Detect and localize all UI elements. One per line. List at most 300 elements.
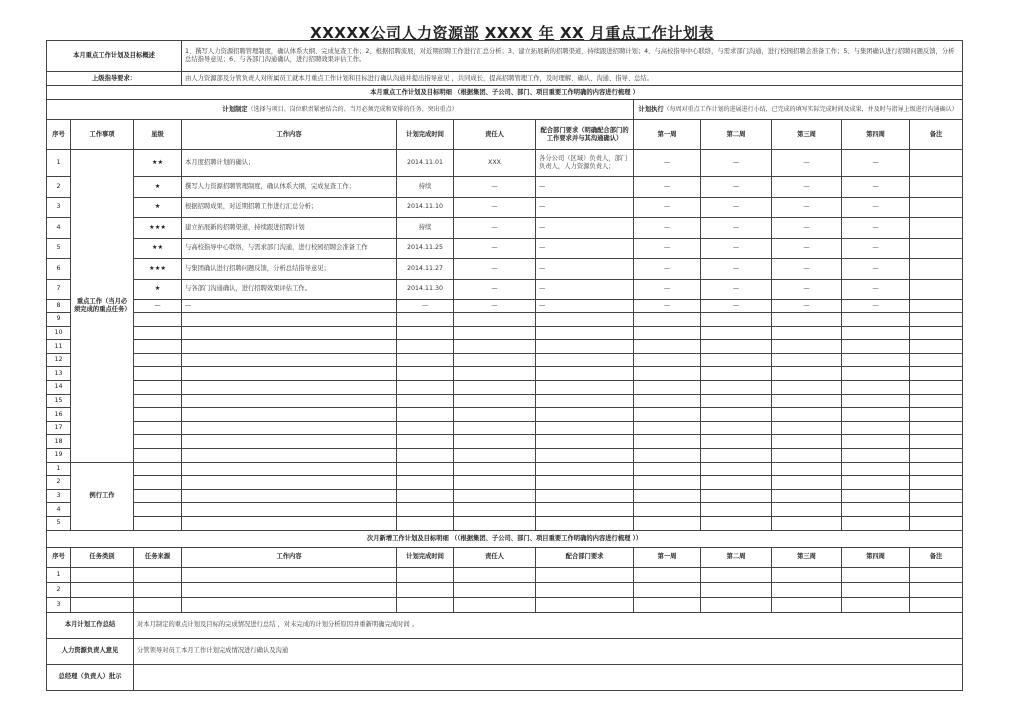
week-w2[interactable]: — xyxy=(701,218,772,239)
empty-cell[interactable] xyxy=(182,516,397,530)
section1-header-row xyxy=(47,120,963,150)
coop-requirement[interactable]: — xyxy=(536,238,634,259)
week-w4[interactable]: — xyxy=(842,177,910,198)
owner[interactable]: — xyxy=(454,197,536,218)
empty-cell[interactable] xyxy=(701,582,772,597)
empty-cell[interactable] xyxy=(182,380,397,394)
plan-time[interactable]: — xyxy=(397,300,454,313)
empty-cell[interactable] xyxy=(397,408,454,422)
empty-cell[interactable] xyxy=(634,394,701,408)
empty-cell[interactable] xyxy=(701,313,772,327)
empty-cell[interactable] xyxy=(134,503,182,517)
empty-cell[interactable] xyxy=(454,462,536,476)
remark[interactable] xyxy=(910,279,963,300)
empty-cell[interactable] xyxy=(454,567,536,582)
remark[interactable] xyxy=(910,259,963,280)
plan-time[interactable]: 2014.11.01 xyxy=(397,150,454,177)
week-w1[interactable]: — xyxy=(634,279,701,300)
empty-cell[interactable] xyxy=(536,503,634,517)
empty-cell[interactable] xyxy=(536,326,634,340)
empty-cell[interactable] xyxy=(134,476,182,490)
empty-cell[interactable] xyxy=(536,394,634,408)
week-w3[interactable]: — xyxy=(772,177,842,198)
empty-cell[interactable] xyxy=(634,462,701,476)
empty-cell[interactable] xyxy=(634,476,701,490)
empty-cell[interactable] xyxy=(772,394,842,408)
work-content[interactable]: 建立拓展新的招聘渠道，持续跟进招聘计划 xyxy=(182,218,397,239)
week-w4[interactable]: — xyxy=(842,300,910,313)
empty-cell[interactable] xyxy=(634,353,701,367)
owner[interactable]: — xyxy=(454,218,536,239)
empty-cell[interactable] xyxy=(182,326,397,340)
empty-cell[interactable] xyxy=(772,353,842,367)
week-w4[interactable]: — xyxy=(842,150,910,177)
routine-work-category: 例行工作 xyxy=(71,462,134,530)
coop-requirement[interactable]: — xyxy=(536,218,634,239)
empty-cell[interactable] xyxy=(134,462,182,476)
overview-label: 本月重点工作计划及目标概述 xyxy=(47,41,182,72)
empty-cell[interactable] xyxy=(134,394,182,408)
plan-time[interactable]: 2014.11.27 xyxy=(397,259,454,280)
empty-cell[interactable] xyxy=(536,462,634,476)
work-content[interactable]: — xyxy=(182,300,397,313)
empty-cell[interactable] xyxy=(536,582,634,597)
empty-cell[interactable] xyxy=(910,476,963,490)
empty-cell[interactable] xyxy=(772,313,842,327)
empty-cell[interactable] xyxy=(134,582,182,597)
empty-cell[interactable] xyxy=(910,380,963,394)
gm-text[interactable] xyxy=(134,664,963,690)
empty-cell[interactable] xyxy=(842,582,910,597)
empty-cell[interactable] xyxy=(634,313,701,327)
empty-cell[interactable] xyxy=(182,394,397,408)
empty-cell[interactable] xyxy=(454,394,536,408)
col-header: 第三周 xyxy=(772,547,842,567)
empty-cell[interactable] xyxy=(182,448,397,462)
empty-cell[interactable] xyxy=(397,448,454,462)
empty-cell[interactable] xyxy=(910,582,963,597)
week-w2[interactable]: — xyxy=(701,238,772,259)
empty-cell[interactable] xyxy=(772,367,842,381)
empty-cell[interactable] xyxy=(772,582,842,597)
table-row xyxy=(47,367,963,381)
empty-cell[interactable] xyxy=(701,340,772,354)
empty-cell[interactable] xyxy=(182,582,397,597)
empty-cell[interactable] xyxy=(772,489,842,503)
empty-cell[interactable] xyxy=(454,597,536,612)
row-number: 3 xyxy=(47,597,71,612)
empty-cell[interactable] xyxy=(397,394,454,408)
empty-cell[interactable] xyxy=(182,353,397,367)
empty-cell[interactable] xyxy=(910,394,963,408)
coop-requirement[interactable]: — xyxy=(536,177,634,198)
empty-cell[interactable] xyxy=(182,503,397,517)
empty-cell[interactable] xyxy=(701,408,772,422)
empty-cell[interactable] xyxy=(397,582,454,597)
empty-cell[interactable] xyxy=(701,353,772,367)
empty-cell[interactable] xyxy=(842,340,910,354)
empty-cell[interactable] xyxy=(842,380,910,394)
week-w2[interactable]: — xyxy=(701,300,772,313)
empty-cell[interactable] xyxy=(536,516,634,530)
hr-opinion-text[interactable]: 分管领导对员工本月工作计划完成情况进行确认及沟通 xyxy=(134,638,963,664)
row-number: 4 xyxy=(47,218,71,239)
week-w4[interactable]: — xyxy=(842,197,910,218)
star-rating: ★ xyxy=(134,197,182,218)
empty-cell[interactable] xyxy=(772,435,842,449)
empty-cell[interactable] xyxy=(454,582,536,597)
empty-cell[interactable] xyxy=(910,462,963,476)
empty-cell[interactable] xyxy=(536,435,634,449)
empty-cell[interactable] xyxy=(634,421,701,435)
superior-text[interactable]: 由人力资源部及分管负责人对所属员工就本月重点工作计划和目标进行确认沟通并提出指导意见 ，共同成长，提高招聘管理工作，及时理解、确认、沟通、指导、总结。 xyxy=(182,72,963,86)
empty-cell[interactable] xyxy=(536,380,634,394)
empty-cell[interactable] xyxy=(454,340,536,354)
empty-cell[interactable] xyxy=(397,313,454,327)
empty-cell[interactable] xyxy=(397,476,454,490)
empty-cell[interactable] xyxy=(134,567,182,582)
empty-cell[interactable] xyxy=(182,489,397,503)
empty-cell[interactable] xyxy=(182,408,397,422)
empty-cell[interactable] xyxy=(634,326,701,340)
empty-cell[interactable] xyxy=(842,313,910,327)
empty-cell[interactable] xyxy=(772,462,842,476)
empty-cell[interactable] xyxy=(910,326,963,340)
empty-cell[interactable] xyxy=(454,353,536,367)
empty-cell[interactable] xyxy=(842,353,910,367)
week-w3[interactable]: — xyxy=(772,238,842,259)
empty-cell[interactable] xyxy=(701,476,772,490)
empty-cell[interactable] xyxy=(701,435,772,449)
table-row xyxy=(47,582,963,597)
empty-cell[interactable] xyxy=(842,408,910,422)
plan-time[interactable]: 2014.11.10 xyxy=(397,197,454,218)
coop-requirement[interactable]: — xyxy=(536,197,634,218)
empty-cell[interactable] xyxy=(910,340,963,354)
empty-cell[interactable] xyxy=(910,516,963,530)
empty-cell[interactable] xyxy=(397,380,454,394)
week-w2[interactable]: — xyxy=(701,177,772,198)
empty-cell[interactable] xyxy=(772,516,842,530)
empty-cell[interactable] xyxy=(701,394,772,408)
empty-cell[interactable] xyxy=(842,448,910,462)
empty-cell[interactable] xyxy=(134,516,182,530)
week-w2[interactable]: — xyxy=(701,150,772,177)
empty-cell[interactable] xyxy=(634,503,701,517)
empty-cell[interactable] xyxy=(842,435,910,449)
empty-cell[interactable] xyxy=(536,353,634,367)
empty-cell[interactable] xyxy=(772,503,842,517)
empty-cell[interactable] xyxy=(454,326,536,340)
empty-cell[interactable] xyxy=(701,567,772,582)
plan-time[interactable]: 持续 xyxy=(397,177,454,198)
week-w1[interactable]: — xyxy=(634,177,701,198)
overview-text[interactable]: 1、撰写人力资源招聘管理制度，确认体系大纲、完成复查工作；2、根据招聘流展，对近期招聘工作进行汇总分析；3、建立拓展新的招聘渠道，持续跟进招聘计划；4、与高校指导中心联络，与需求部门沟通，进行校园招聘会准备工作；5、与集团确认进行招聘问题反馈，分析总结指导意见；6、与各部门沟通确认，进行招聘效果评估工作。 xyxy=(182,41,963,72)
empty-cell[interactable] xyxy=(71,597,134,612)
remark[interactable] xyxy=(910,238,963,259)
coop-requirement[interactable]: — xyxy=(536,259,634,280)
empty-cell[interactable] xyxy=(134,489,182,503)
empty-cell[interactable] xyxy=(397,340,454,354)
table-row xyxy=(47,567,963,582)
empty-cell[interactable] xyxy=(701,421,772,435)
empty-cell[interactable] xyxy=(454,503,536,517)
empty-cell[interactable] xyxy=(454,408,536,422)
empty-cell[interactable] xyxy=(454,516,536,530)
empty-cell[interactable] xyxy=(701,462,772,476)
empty-cell[interactable] xyxy=(134,435,182,449)
empty-cell[interactable] xyxy=(536,567,634,582)
empty-cell[interactable] xyxy=(772,476,842,490)
plan-time[interactable]: 持续 xyxy=(397,218,454,239)
empty-cell[interactable] xyxy=(134,313,182,327)
table-row xyxy=(47,394,963,408)
empty-cell[interactable] xyxy=(536,597,634,612)
empty-cell[interactable] xyxy=(842,597,910,612)
empty-cell[interactable] xyxy=(71,582,134,597)
owner[interactable]: — xyxy=(454,177,536,198)
week-w4[interactable]: — xyxy=(842,279,910,300)
empty-cell[interactable] xyxy=(772,567,842,582)
coop-requirement[interactable]: — xyxy=(536,279,634,300)
table-row xyxy=(47,313,963,327)
row-number: 12 xyxy=(47,353,71,367)
empty-cell[interactable] xyxy=(454,489,536,503)
empty-cell[interactable] xyxy=(772,421,842,435)
empty-cell[interactable] xyxy=(842,367,910,381)
empty-cell[interactable] xyxy=(634,367,701,381)
empty-cell[interactable] xyxy=(910,448,963,462)
empty-cell[interactable] xyxy=(842,489,910,503)
empty-cell[interactable] xyxy=(134,326,182,340)
empty-cell[interactable] xyxy=(772,408,842,422)
empty-cell[interactable] xyxy=(701,516,772,530)
week-w3[interactable]: — xyxy=(772,218,842,239)
week-w3[interactable]: — xyxy=(772,197,842,218)
empty-cell[interactable] xyxy=(772,326,842,340)
table-row xyxy=(47,259,963,280)
week-w2[interactable]: — xyxy=(701,197,772,218)
empty-cell[interactable] xyxy=(397,462,454,476)
empty-cell[interactable] xyxy=(71,567,134,582)
empty-cell[interactable] xyxy=(701,503,772,517)
remark[interactable] xyxy=(910,177,963,198)
row-number: 5 xyxy=(47,516,71,530)
star-rating: ★★ xyxy=(134,238,182,259)
table-row xyxy=(47,516,963,530)
table-row xyxy=(47,435,963,449)
empty-cell[interactable] xyxy=(701,597,772,612)
empty-cell[interactable] xyxy=(634,340,701,354)
empty-cell[interactable] xyxy=(634,408,701,422)
empty-cell[interactable] xyxy=(397,503,454,517)
empty-cell[interactable] xyxy=(701,448,772,462)
empty-cell[interactable] xyxy=(910,503,963,517)
work-content[interactable]: 与各部门沟通确认，进行招聘效果评估工作。 xyxy=(182,279,397,300)
work-content[interactable]: 本月度招聘计划的确认； xyxy=(182,150,397,177)
empty-cell[interactable] xyxy=(536,448,634,462)
table-row xyxy=(47,448,963,462)
empty-cell[interactable] xyxy=(536,313,634,327)
week-w3[interactable]: — xyxy=(772,150,842,177)
coop-requirement[interactable]: 各分公司（区域）负责人，部门负责人，人力资源负责人； xyxy=(536,150,634,177)
empty-cell[interactable] xyxy=(772,340,842,354)
empty-cell[interactable] xyxy=(134,408,182,422)
col-header: 工作内容 xyxy=(182,547,397,567)
empty-cell[interactable] xyxy=(182,462,397,476)
empty-cell[interactable] xyxy=(397,326,454,340)
week-w3[interactable]: — xyxy=(772,259,842,280)
empty-cell[interactable] xyxy=(910,435,963,449)
remark[interactable] xyxy=(910,197,963,218)
week-w3[interactable]: — xyxy=(772,279,842,300)
empty-cell[interactable] xyxy=(454,380,536,394)
owner[interactable]: — xyxy=(454,238,536,259)
plan-label: 计划制定 xyxy=(222,105,248,113)
empty-cell[interactable] xyxy=(454,435,536,449)
table-row xyxy=(47,353,963,367)
empty-cell[interactable] xyxy=(701,367,772,381)
empty-cell[interactable] xyxy=(772,448,842,462)
empty-cell[interactable] xyxy=(910,597,963,612)
week-w1[interactable]: — xyxy=(634,238,701,259)
empty-cell[interactable] xyxy=(134,340,182,354)
remark[interactable] xyxy=(910,300,963,313)
empty-cell[interactable] xyxy=(634,489,701,503)
empty-cell[interactable] xyxy=(536,340,634,354)
empty-cell[interactable] xyxy=(182,367,397,381)
empty-cell[interactable] xyxy=(536,476,634,490)
plan-time[interactable]: 2014.11.25 xyxy=(397,238,454,259)
week-w1[interactable]: — xyxy=(634,218,701,239)
empty-cell[interactable] xyxy=(397,597,454,612)
week-w1[interactable]: — xyxy=(634,300,701,313)
empty-cell[interactable] xyxy=(536,367,634,381)
star-rating: ★ xyxy=(134,177,182,198)
empty-cell[interactable] xyxy=(634,582,701,597)
plan-time[interactable]: 2014.11.30 xyxy=(397,279,454,300)
work-content[interactable]: 撰写人力资源招聘管理制度，确认体系大纲，完成复查工作； xyxy=(182,177,397,198)
empty-cell[interactable] xyxy=(397,489,454,503)
empty-cell[interactable] xyxy=(134,421,182,435)
empty-cell[interactable] xyxy=(134,597,182,612)
empty-cell[interactable] xyxy=(842,462,910,476)
row-number: 1 xyxy=(47,462,71,476)
empty-cell[interactable] xyxy=(182,421,397,435)
empty-cell[interactable] xyxy=(454,313,536,327)
empty-cell[interactable] xyxy=(634,597,701,612)
empty-cell[interactable] xyxy=(701,380,772,394)
empty-cell[interactable] xyxy=(397,516,454,530)
week-w1[interactable]: — xyxy=(634,197,701,218)
week-w1[interactable]: — xyxy=(634,150,701,177)
remark[interactable] xyxy=(910,218,963,239)
empty-cell[interactable] xyxy=(772,597,842,612)
empty-cell[interactable] xyxy=(182,476,397,490)
week-w4[interactable]: — xyxy=(842,259,910,280)
empty-cell[interactable] xyxy=(134,380,182,394)
empty-cell[interactable] xyxy=(397,421,454,435)
empty-cell[interactable] xyxy=(536,489,634,503)
empty-cell[interactable] xyxy=(536,421,634,435)
empty-cell[interactable] xyxy=(182,435,397,449)
work-content[interactable]: 根据招聘成果，对近期招聘工作进行汇总分析； xyxy=(182,197,397,218)
star-rating: — xyxy=(134,300,182,313)
empty-cell[interactable] xyxy=(134,367,182,381)
work-content[interactable]: 与高校指导中心联络，与需求部门沟通，进行校园招聘会准备工作 xyxy=(182,238,397,259)
week-w1[interactable]: — xyxy=(634,259,701,280)
empty-cell[interactable] xyxy=(910,489,963,503)
table-row xyxy=(47,326,963,340)
week-w4[interactable]: — xyxy=(842,218,910,239)
empty-cell[interactable] xyxy=(842,567,910,582)
coop-requirement[interactable]: — xyxy=(536,300,634,313)
empty-cell[interactable] xyxy=(842,503,910,517)
empty-cell[interactable] xyxy=(634,380,701,394)
empty-cell[interactable] xyxy=(634,516,701,530)
work-content[interactable]: 与集团确认进行招聘问题反馈，分析总结指导意见； xyxy=(182,259,397,280)
week-w3[interactable]: — xyxy=(772,300,842,313)
empty-cell[interactable] xyxy=(397,567,454,582)
empty-cell[interactable] xyxy=(842,421,910,435)
star-rating: ★★ xyxy=(134,150,182,177)
empty-cell[interactable] xyxy=(454,367,536,381)
empty-cell[interactable] xyxy=(397,435,454,449)
summary-text[interactable]: 对本月制定的重点计划及目标的完成情况进行总结 ，对未完成的计划分析原因并重新明确完成时间 。 xyxy=(134,612,963,638)
empty-cell[interactable] xyxy=(536,408,634,422)
empty-cell[interactable] xyxy=(772,380,842,394)
empty-cell[interactable] xyxy=(134,448,182,462)
empty-cell[interactable] xyxy=(454,476,536,490)
empty-cell[interactable] xyxy=(397,353,454,367)
owner[interactable]: — xyxy=(454,279,536,300)
empty-cell[interactable] xyxy=(634,448,701,462)
empty-cell[interactable] xyxy=(397,367,454,381)
owner[interactable]: XXX xyxy=(454,150,536,177)
col-header: 第一周 xyxy=(634,120,701,150)
empty-cell[interactable] xyxy=(182,567,397,582)
empty-cell[interactable] xyxy=(182,597,397,612)
plan-header xyxy=(47,100,634,120)
empty-cell[interactable] xyxy=(182,340,397,354)
empty-cell[interactable] xyxy=(910,367,963,381)
title-year: XXXX xyxy=(484,24,533,42)
owner[interactable]: — xyxy=(454,300,536,313)
week-w2[interactable]: — xyxy=(701,279,772,300)
empty-cell[interactable] xyxy=(701,326,772,340)
empty-cell[interactable] xyxy=(842,516,910,530)
empty-cell[interactable] xyxy=(134,353,182,367)
empty-cell[interactable] xyxy=(910,421,963,435)
empty-cell[interactable] xyxy=(910,567,963,582)
empty-cell[interactable] xyxy=(182,313,397,327)
empty-cell[interactable] xyxy=(634,567,701,582)
empty-cell[interactable] xyxy=(701,489,772,503)
empty-cell[interactable] xyxy=(910,353,963,367)
empty-cell[interactable] xyxy=(910,313,963,327)
owner[interactable]: — xyxy=(454,259,536,280)
remark[interactable] xyxy=(910,150,963,177)
empty-cell[interactable] xyxy=(454,448,536,462)
empty-cell[interactable] xyxy=(842,476,910,490)
empty-cell[interactable] xyxy=(634,435,701,449)
week-w2[interactable]: — xyxy=(701,259,772,280)
empty-cell[interactable] xyxy=(910,408,963,422)
empty-cell[interactable] xyxy=(842,326,910,340)
empty-cell[interactable] xyxy=(454,421,536,435)
empty-cell[interactable] xyxy=(842,394,910,408)
week-w4[interactable]: — xyxy=(842,238,910,259)
